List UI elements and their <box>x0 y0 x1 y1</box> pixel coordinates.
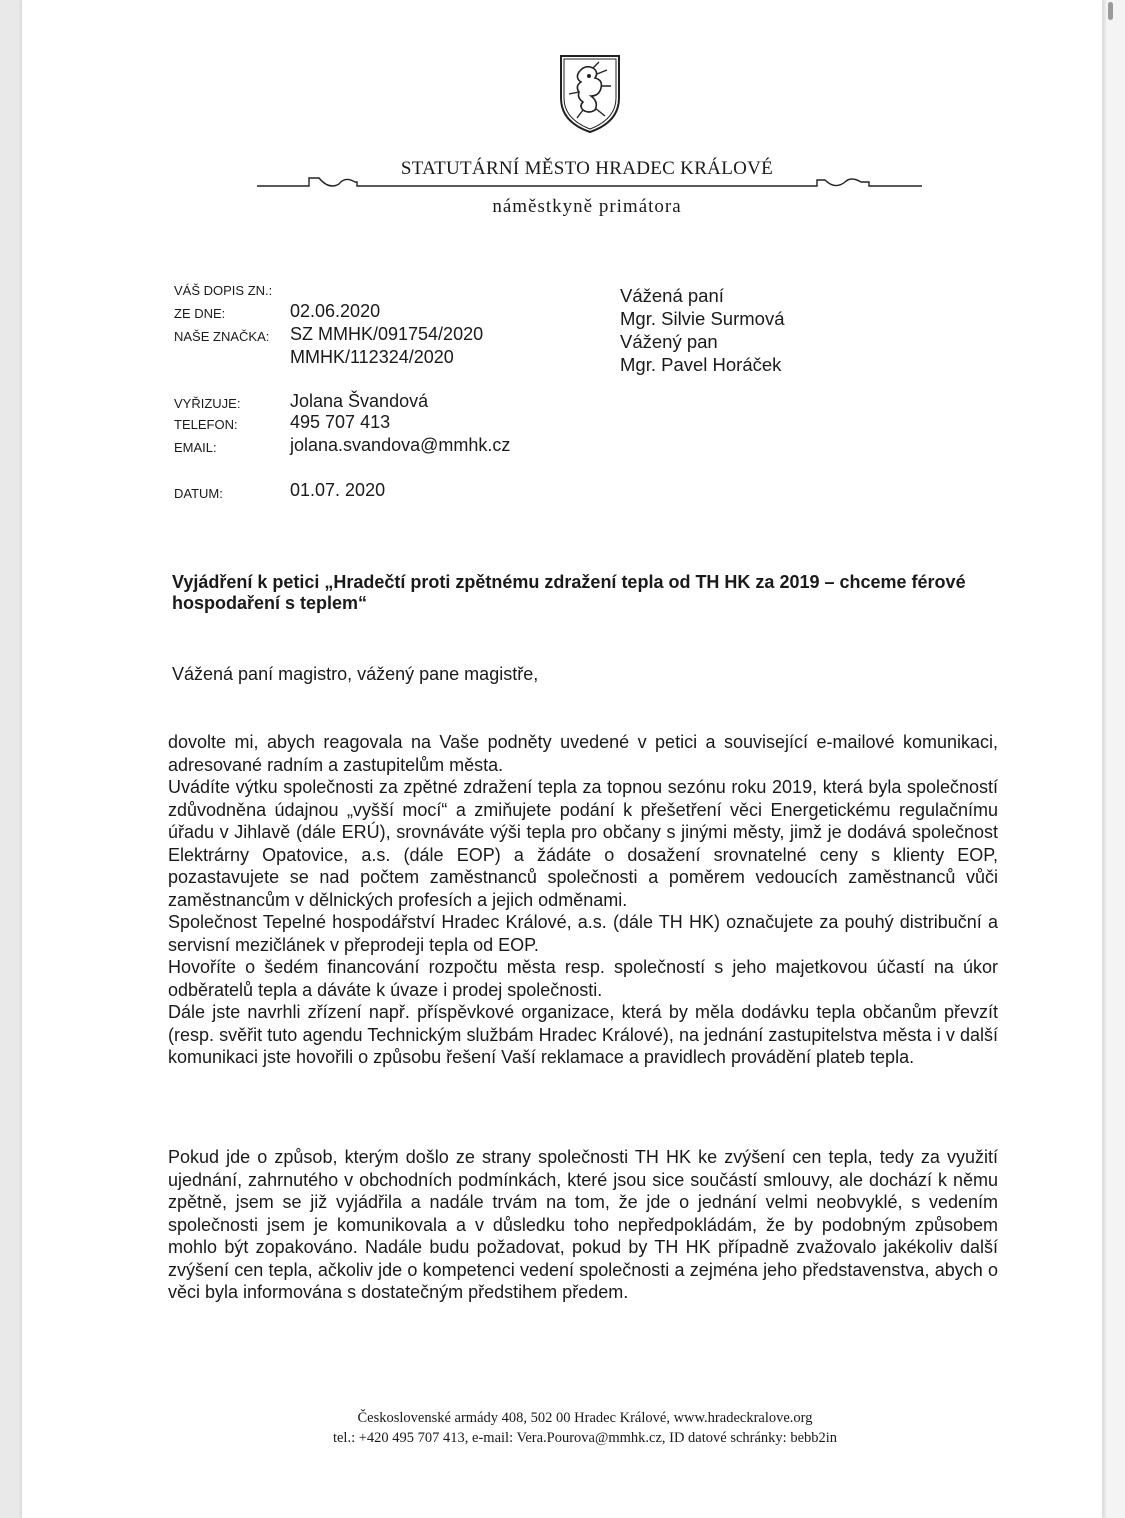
letter-body <box>168 731 998 1069</box>
letter-salutation: Vážená paní magistro, vážený pane magistře, <box>172 664 539 684</box>
recipient-block <box>620 284 785 376</box>
recipient-line: Mgr. Silvie Surmová <box>620 308 785 329</box>
label-email: EMAIL: <box>174 440 217 455</box>
label-nase-znacka: NAŠE ZNAČKA: <box>174 329 270 344</box>
label-ze-dne: ZE DNE: <box>174 306 226 321</box>
value-nase-znacka-2: MMHK/112324/2020 <box>290 347 454 367</box>
letter-footer <box>172 1408 998 1448</box>
letter-body-second-section <box>168 1146 998 1304</box>
value-vyrizuje: Jolana Švandová <box>290 391 429 411</box>
value-datum: 01.07. 2020 <box>290 480 386 500</box>
office-subtitle: náměstkyně primátora <box>492 196 682 217</box>
body-paragraph: Pokud jde o způsob, kterým došlo ze strany společnosti TH HK ke zvýšení cen tepla, tedy za využití ujednání, zahrnutého v obchodních podmínkách, které jsou sice součástí smlouvy, ale dochází k němu zpětně, jsem se již vyjádřila a nadále trvám na tom, že jde o jednání velmi neobvyklé, s vedením společnosti jsem je komunikovala a v důsledku toho nepředpokládám, že by podobným způsobem mohlo být zopakováno. Nadále budu požadovat, pokud by TH HK případně zvažovalo jakékoliv další zvýšení cen tepla, ačkoliv jde o kompetenci vedení společnosti a zejména jeho představenstva, abych o věci byla informována s dostatečným předstihem předem. <box>168 1147 998 1302</box>
value-telefon: 495 707 413 <box>290 412 391 432</box>
header-decorative-rule <box>257 170 922 192</box>
value-ze-dne: 02.06.2020 <box>290 301 381 321</box>
scrollbar-thumb[interactable] <box>1108 2 1113 20</box>
recipient-line: Vážený pan <box>620 331 718 352</box>
label-vyrizuje: VYŘIZUJE: <box>174 396 241 411</box>
recipient-line: Mgr. Pavel Horáček <box>620 354 782 375</box>
body-paragraph: Dále jste navrhli zřízení např. příspěvkové organizace, která by měla dodávku tepla občanům převzít (resp. svěřit tuto agendu Technickým službám Hradec Králové), na jednání zastupitelstva města i v další komunikaci jste hovořili o způsobu řešení Vaší reklamace a pravidlech provádění plateb tepla. <box>168 1002 998 1067</box>
city-coat-of-arms <box>555 52 625 136</box>
label-vas-dopis: VÁŠ DOPIS ZN.: <box>174 283 273 298</box>
value-email: jolana.svandova@mmhk.cz <box>290 435 511 455</box>
letter-page <box>22 0 1102 1518</box>
city-name: STATUTÁRNÍ MĚSTO HRADEC KRÁLOVÉ <box>400 158 774 179</box>
label-telefon: TELEFON: <box>174 417 238 432</box>
body-paragraph: dovolte mi, abych reagovala na Vaše podněty uvedené v petici a související e-mailové komunikaci, adresované radním a zastupitelům města. <box>168 732 998 775</box>
body-paragraph: Uvádíte výtku společnosti za zpětné zdražení tepla za topnou sezónu roku 2019, která byla společností zdůvodněna údajnou „vyšší mocí“ a zmiňujete podání k přešetření věci Energetickému regulačnímu úřadu v Jihlavě (dále ERÚ), srovnáváte výši tepla pro občany s jinými městy, jimž je dodává společnost Elektrárny Opatovice, a.s. (dále EOP) a žádáte o dosažení srovnatelné ceny s klienty EOP, pozastavujete se nad počtem zaměstnanců společnosti a poměrem vedoucích zaměstnanců vůči zaměstnancům v dělnických profesích a jejich odměnami. <box>168 777 998 910</box>
value-nase-znacka-1: SZ MMHK/091754/2020 <box>290 324 484 344</box>
label-datum: DATUM: <box>174 486 223 501</box>
recipient-line: Vážená paní <box>620 285 724 306</box>
footer-contact: tel.: +420 495 707 413, e-mail: Vera.Pourova@mmhk.cz, ID datové schránky: bebb2in <box>332 1430 838 1446</box>
letter-subject: Vyjádření k petici „Hradečtí proti zpětnému zdražení tepla od TH HK za 2019 – chceme férové hospodaření s teplem“ <box>172 572 966 613</box>
footer-address: Československé armády 408, 502 00 Hradec Králové, www.hradeckralove.org <box>357 1410 813 1426</box>
body-paragraph: Hovoříte o šedém financování rozpočtu města resp. společností s jeho majetkovou účastí na úkor odběratelů tepla a dáváte k úvaze i prodej společnosti. <box>168 957 998 1000</box>
body-paragraph: Společnost Tepelné hospodářství Hradec Králové, a.s. (dále TH HK) označujete za pouhý distribuční a servisní mezičlánek v přeprodeji tepla od EOP. <box>168 912 998 955</box>
scrollbar-track[interactable] <box>1106 0 1125 1518</box>
